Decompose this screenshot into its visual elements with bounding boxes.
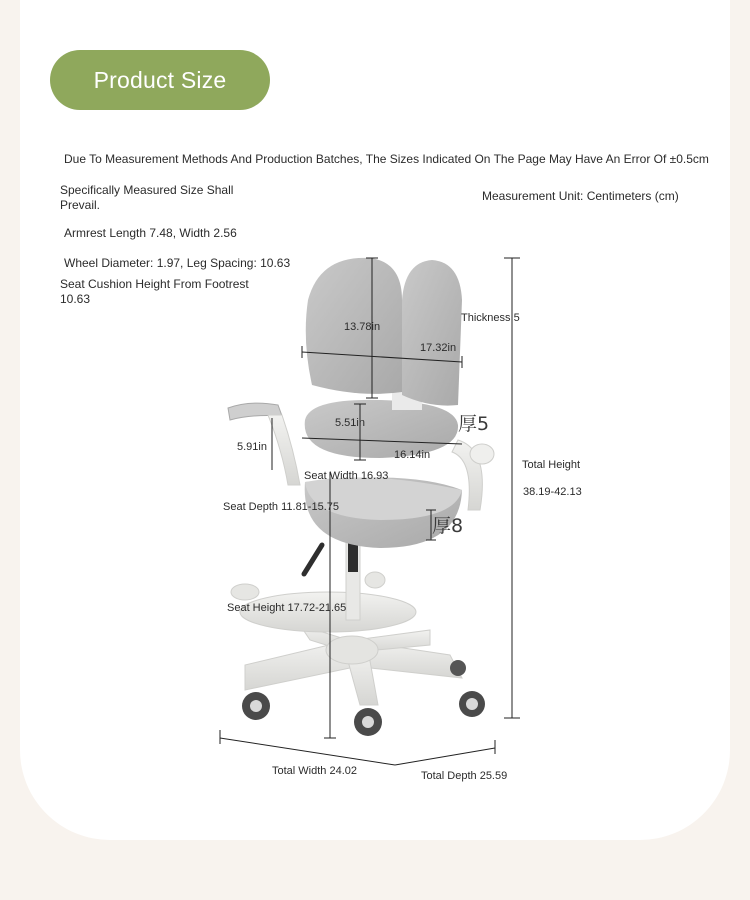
total-depth-label: Total Depth 25.59 <box>421 770 508 782</box>
lumbar-thickness-label: 厚5 <box>458 413 490 435</box>
chair-base <box>245 625 462 705</box>
back-width-label: 17.32in <box>420 342 457 354</box>
total-width-label: Total Width 24.02 <box>272 765 357 777</box>
backrest <box>306 258 462 410</box>
back-thickness-label: Thickness 5 <box>461 312 520 324</box>
lumbar-height-label: 5.51in <box>335 417 365 429</box>
total-height-label: Total Height <box>522 459 581 471</box>
seat-depth-label: Seat Depth 11.81-15.75 <box>223 501 339 513</box>
back-height-label: 13.78in <box>344 321 381 333</box>
seat-thickness-label: 厚8 <box>432 515 464 537</box>
lumbar-width-label: 16.14in <box>394 449 431 461</box>
seat-height-label: Seat Height 17.72-21.65 <box>227 602 347 614</box>
lumbar-cushion <box>305 400 458 458</box>
measured-size-prevail-note: Specifically Measured Size Shall Prevail. <box>60 183 234 212</box>
section-title-badge: Product Size <box>50 50 270 110</box>
wheel-size-note: Wheel Diameter: 1.97, Leg Spacing: 10.63 <box>64 256 291 270</box>
measurement-unit-note: Measurement Unit: Centimeters (cm) <box>482 189 679 203</box>
armrest-height-label: 5.91in <box>237 441 267 453</box>
total-height-value: 38.19-42.13 <box>523 486 582 498</box>
measurement-error-note: Due To Measurement Methods And Production Batches, The Sizes Indicated On The Page May Have An Error Of ±0.5cm <box>64 152 709 166</box>
armrest-size-note: Armrest Length 7.48, Width 2.56 <box>64 226 237 240</box>
seat-cushion-height-note: Seat Cushion Height From Footrest 10.63 <box>60 277 249 306</box>
seat-width-label: Seat Width 16.93 <box>304 470 389 482</box>
